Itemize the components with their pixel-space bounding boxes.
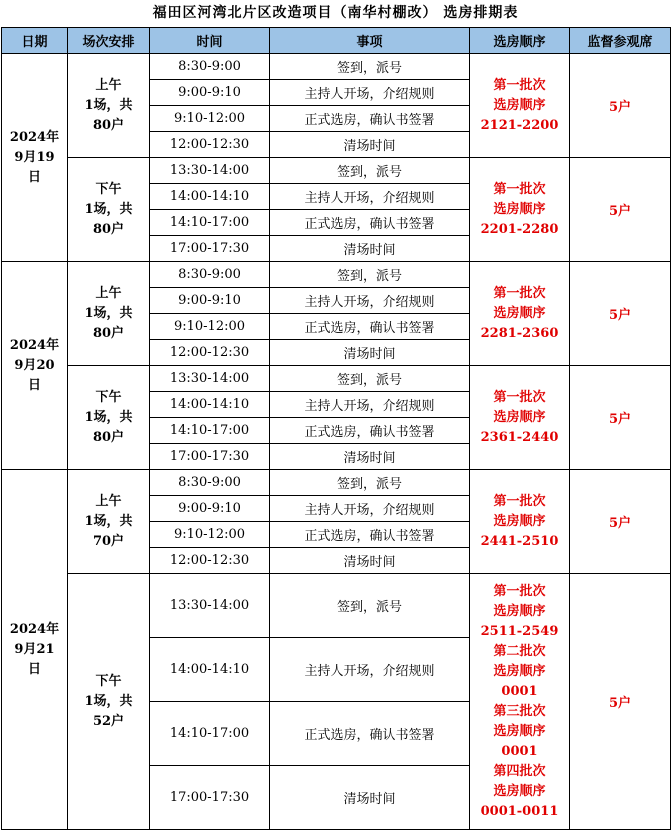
session-line: 80户 — [92, 429, 125, 445]
time-cell: 12:00-12:30 — [150, 132, 270, 158]
session-line: 80户 — [92, 325, 125, 341]
date-line: 日 — [27, 661, 41, 677]
schedule-table — [1, 27, 671, 830]
item-cell: 主持人开场，介绍规则 — [270, 184, 470, 210]
page-title: 福田区河湾北片区改造项目（南华村棚改） 选房排期表 — [152, 5, 519, 21]
table-row — [2, 262, 671, 288]
order-line: 第一批次 — [493, 583, 546, 599]
order-line: 第二批次 — [493, 643, 546, 659]
order-cell — [470, 366, 570, 470]
order-line: 2361-2440 — [480, 429, 559, 445]
header-time: 时间 — [150, 28, 270, 54]
order-cell — [470, 158, 570, 262]
session-cell — [68, 574, 150, 830]
session-line: 80户 — [92, 221, 125, 237]
date-line: 日 — [27, 377, 41, 393]
order-line: 选房顺序 — [493, 663, 546, 679]
item-cell: 签到，派号 — [270, 262, 470, 288]
session-line: 1场，共 — [84, 409, 133, 425]
session-line: 下午 — [95, 181, 122, 197]
item-cell: 签到，派号 — [270, 366, 470, 392]
date-line: 9月19 — [14, 149, 55, 165]
date-line: 2024年 — [9, 129, 60, 145]
time-cell: 9:00-9:10 — [150, 80, 270, 106]
table-row — [2, 470, 671, 496]
order-line: 2201-2280 — [480, 221, 559, 237]
order-line: 第一批次 — [493, 181, 546, 197]
table-row — [2, 574, 671, 638]
item-cell: 清场时间 — [270, 340, 470, 366]
time-cell: 8:30-9:00 — [150, 54, 270, 80]
time-cell: 9:10-12:00 — [150, 106, 270, 132]
time-cell: 9:10-12:00 — [150, 522, 270, 548]
order-line: 选房顺序 — [493, 305, 546, 321]
item-cell: 正式选房，确认书签署 — [270, 522, 470, 548]
table-row — [2, 158, 671, 184]
item-cell: 签到，派号 — [270, 574, 470, 638]
date-line: 日 — [27, 169, 41, 185]
order-cell — [470, 54, 570, 158]
item-cell: 正式选房，确认书签署 — [270, 314, 470, 340]
observers-cell: 5户 — [570, 574, 671, 830]
order-line: 2121-2200 — [480, 117, 559, 133]
order-line: 选房顺序 — [493, 409, 546, 425]
time-cell: 13:30-14:00 — [150, 574, 270, 638]
schedule-body — [2, 54, 671, 830]
session-cell — [68, 54, 150, 158]
order-line: 选房顺序 — [493, 201, 546, 217]
session-line: 上午 — [95, 77, 122, 93]
header-item: 事项 — [270, 28, 470, 54]
order-line: 0001 — [501, 743, 538, 759]
date-line: 2024年 — [9, 621, 60, 637]
session-line: 1场，共 — [84, 201, 133, 217]
date-cell — [2, 54, 68, 262]
order-line: 选房顺序 — [493, 603, 546, 619]
time-cell: 17:00-17:30 — [150, 766, 270, 830]
table-row — [2, 54, 671, 80]
order-line: 第四批次 — [493, 763, 546, 779]
observers-cell: 5户 — [570, 262, 671, 366]
time-cell: 9:10-12:00 — [150, 314, 270, 340]
session-line: 70户 — [92, 533, 125, 549]
session-cell — [68, 262, 150, 366]
item-cell: 正式选房，确认书签署 — [270, 702, 470, 766]
date-line: 2024年 — [9, 337, 60, 353]
order-cell — [470, 470, 570, 574]
observers-cell: 5户 — [570, 158, 671, 262]
session-line: 下午 — [95, 673, 122, 689]
time-cell: 9:00-9:10 — [150, 288, 270, 314]
date-cell — [2, 470, 68, 830]
order-line: 第一批次 — [493, 493, 546, 509]
session-line: 52户 — [92, 713, 125, 729]
time-cell: 8:30-9:00 — [150, 262, 270, 288]
session-cell — [68, 470, 150, 574]
item-cell: 主持人开场，介绍规则 — [270, 496, 470, 522]
observers-cell: 5户 — [570, 366, 671, 470]
header-order: 选房顺序 — [470, 28, 570, 54]
session-cell — [68, 366, 150, 470]
item-cell: 清场时间 — [270, 132, 470, 158]
observers-cell: 5户 — [570, 470, 671, 574]
time-cell: 12:00-12:30 — [150, 548, 270, 574]
time-cell: 14:00-14:10 — [150, 184, 270, 210]
item-cell: 清场时间 — [270, 766, 470, 830]
time-cell: 14:10-17:00 — [150, 418, 270, 444]
session-line: 上午 — [95, 285, 122, 301]
session-line: 上午 — [95, 493, 122, 509]
order-line: 第一批次 — [493, 285, 546, 301]
date-cell — [2, 262, 68, 470]
time-cell: 13:30-14:00 — [150, 366, 270, 392]
order-line: 第一批次 — [493, 389, 546, 405]
header-date: 日期 — [2, 28, 68, 54]
item-cell: 主持人开场，介绍规则 — [270, 392, 470, 418]
time-cell: 13:30-14:00 — [150, 158, 270, 184]
header-row — [2, 28, 671, 54]
time-cell: 14:10-17:00 — [150, 702, 270, 766]
order-line: 选房顺序 — [493, 97, 546, 113]
order-line: 2281-2360 — [480, 325, 559, 341]
observers-cell: 5户 — [570, 54, 671, 158]
session-line: 1场，共 — [84, 305, 133, 321]
time-cell: 14:10-17:00 — [150, 210, 270, 236]
order-line: 2441-2510 — [480, 533, 559, 549]
session-line: 1场，共 — [84, 513, 133, 529]
order-line: 选房顺序 — [493, 723, 546, 739]
order-line: 0001-0011 — [480, 803, 559, 819]
session-line: 1场，共 — [84, 693, 133, 709]
order-cell — [470, 262, 570, 366]
time-cell: 17:00-17:30 — [150, 444, 270, 470]
item-cell: 正式选房，确认书签署 — [270, 418, 470, 444]
header-observers: 监督参观席 — [570, 28, 671, 54]
session-line: 80户 — [92, 117, 125, 133]
time-cell: 9:00-9:10 — [150, 496, 270, 522]
item-cell: 正式选房，确认书签署 — [270, 106, 470, 132]
item-cell: 主持人开场，介绍规则 — [270, 638, 470, 702]
table-row — [2, 366, 671, 392]
date-line: 9月21 — [14, 641, 55, 657]
session-line: 1场，共 — [84, 97, 133, 113]
item-cell: 清场时间 — [270, 548, 470, 574]
item-cell: 清场时间 — [270, 236, 470, 262]
session-cell — [68, 158, 150, 262]
item-cell: 正式选房，确认书签署 — [270, 210, 470, 236]
time-cell: 17:00-17:30 — [150, 236, 270, 262]
item-cell: 签到，派号 — [270, 54, 470, 80]
session-line: 下午 — [95, 389, 122, 405]
time-cell: 8:30-9:00 — [150, 470, 270, 496]
order-line: 选房顺序 — [493, 783, 546, 799]
item-cell: 签到，派号 — [270, 158, 470, 184]
date-line: 9月20 — [14, 357, 55, 373]
time-cell: 14:00-14:10 — [150, 638, 270, 702]
order-line: 2511-2549 — [480, 623, 559, 639]
order-line: 选房顺序 — [493, 513, 546, 529]
item-cell: 签到，派号 — [270, 470, 470, 496]
header-session: 场次安排 — [68, 28, 150, 54]
order-line: 第三批次 — [493, 703, 546, 719]
item-cell: 主持人开场，介绍规则 — [270, 80, 470, 106]
order-line: 0001 — [501, 683, 538, 699]
time-cell: 12:00-12:30 — [150, 340, 270, 366]
order-cell — [470, 574, 570, 830]
item-cell: 主持人开场，介绍规则 — [270, 288, 470, 314]
time-cell: 14:00-14:10 — [150, 392, 270, 418]
item-cell: 清场时间 — [270, 444, 470, 470]
order-line: 第一批次 — [493, 77, 546, 93]
